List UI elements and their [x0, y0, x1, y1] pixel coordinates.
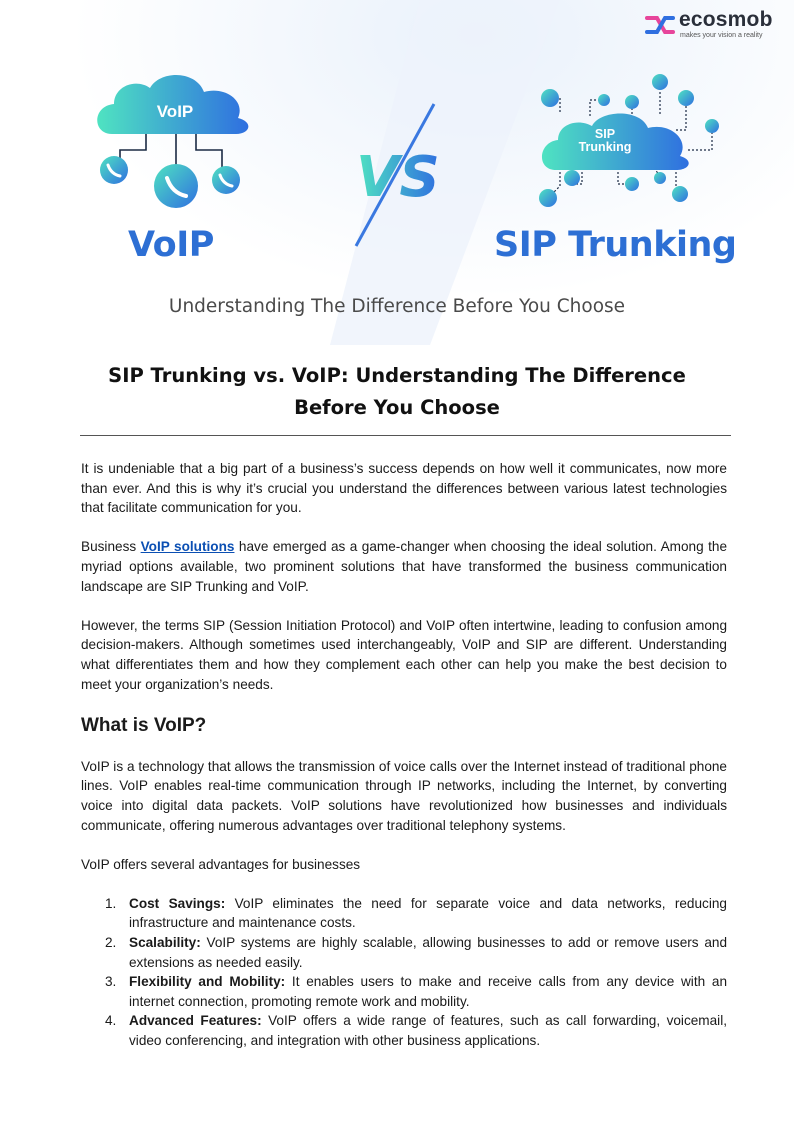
voip-cloud-icon	[97, 75, 248, 208]
list-item	[81, 972, 727, 1011]
brand-name: ecosmob	[679, 8, 773, 31]
p2-after: have emerged as a game-changer when choosing the ideal solution. Among the myriad options available, two prominent solutions that have transformed the business communication landscape are SIP Trunking and VoIP.	[81, 539, 728, 594]
list-text: It enables users to make and receive calls from any device with an internet connection, promoting remote work and mobility.	[129, 974, 728, 1009]
voip-definition-paragraph: VoIP is a technology that allows the transmission of voice calls over the Internet instead of traditional phone lines. VoIP enables real-time communication through IP networks, including the Internet, by converting voice into digital data packets. VoIP solutions have revolutionized how businesses and individuals communicate, offering numerous advantages over traditional telephony systems.	[81, 758, 727, 833]
ecosmob-logo-icon	[643, 10, 677, 40]
sip-voip-confusion-paragraph: However, the terms SIP (Session Initiation Protocol) and VoIP often intertwine, leading to confusion among decision-makers. Although sometimes used interchangeably, VoIP and SIP are different. Understanding what differentiates them and how they complement each other can help you make the best decision to meet your organization’s needs.	[81, 617, 727, 692]
list-text: VoIP offers a wide range of features, such as call forwarding, voicemail, video conferencing, and integration with other business applications.	[129, 1013, 728, 1049]
title-divider	[80, 435, 731, 436]
list-term: Flexibility and Mobility:	[129, 974, 286, 990]
article-title: SIP Trunking vs. VoIP: Understanding The Difference Before You Choose	[108, 364, 686, 419]
list-number: 4.	[105, 1013, 117, 1029]
list-term: Cost Savings:	[129, 895, 226, 911]
voip-cloud-label: VoIP	[156, 102, 194, 121]
list-number: 3.	[105, 974, 117, 990]
svg-text:VS: VS	[356, 145, 440, 210]
list-text: VoIP systems are highly scalable, allowing businesses to add or remove users and extensions as needed easily.	[129, 935, 727, 970]
hero-banner	[0, 0, 794, 345]
sip-cloud-line1: SIP	[594, 127, 616, 141]
sip-cloud-label	[560, 128, 650, 154]
voip-solutions-link[interactable]: VoIP solutions	[140, 539, 235, 555]
advantages-list	[81, 894, 727, 1051]
list-term: Advanced Features:	[129, 1013, 262, 1029]
advantages-intro: VoIP offers several advantages for businesses	[81, 856, 361, 872]
sip-cloud-line2: Trunking	[578, 140, 632, 154]
list-number: 1.	[105, 895, 117, 911]
p2-before: Business	[81, 539, 141, 555]
list-text: VoIP eliminates the need for separate voice and data networks, reducing infrastructure and maintenance costs.	[129, 895, 727, 931]
list-item	[81, 933, 727, 972]
what-is-voip-heading: What is VoIP?	[81, 714, 207, 736]
voip-heading: VoIP	[128, 225, 214, 265]
list-term: Scalability:	[129, 935, 201, 951]
list-item	[81, 1011, 727, 1050]
brand-logo[interactable]	[643, 10, 783, 44]
list-item	[81, 894, 727, 933]
intro-paragraph: It is undeniable that a big part of a business’s success depends on how well it communicates, now more than ever. And this is why it’s crucial you understand the differences between various latest technologies that facilitate communication for you.	[81, 461, 727, 516]
banner-graphics	[0, 0, 794, 345]
article-body	[81, 459, 727, 1051]
brand-tagline: makes your vision a reality	[680, 32, 763, 39]
voip-solutions-paragraph	[81, 537, 727, 596]
banner-subtitle: Understanding The Difference Before You Choose	[168, 296, 626, 317]
list-number: 2.	[105, 935, 117, 951]
sip-trunking-heading: SIP Trunking	[494, 225, 737, 265]
